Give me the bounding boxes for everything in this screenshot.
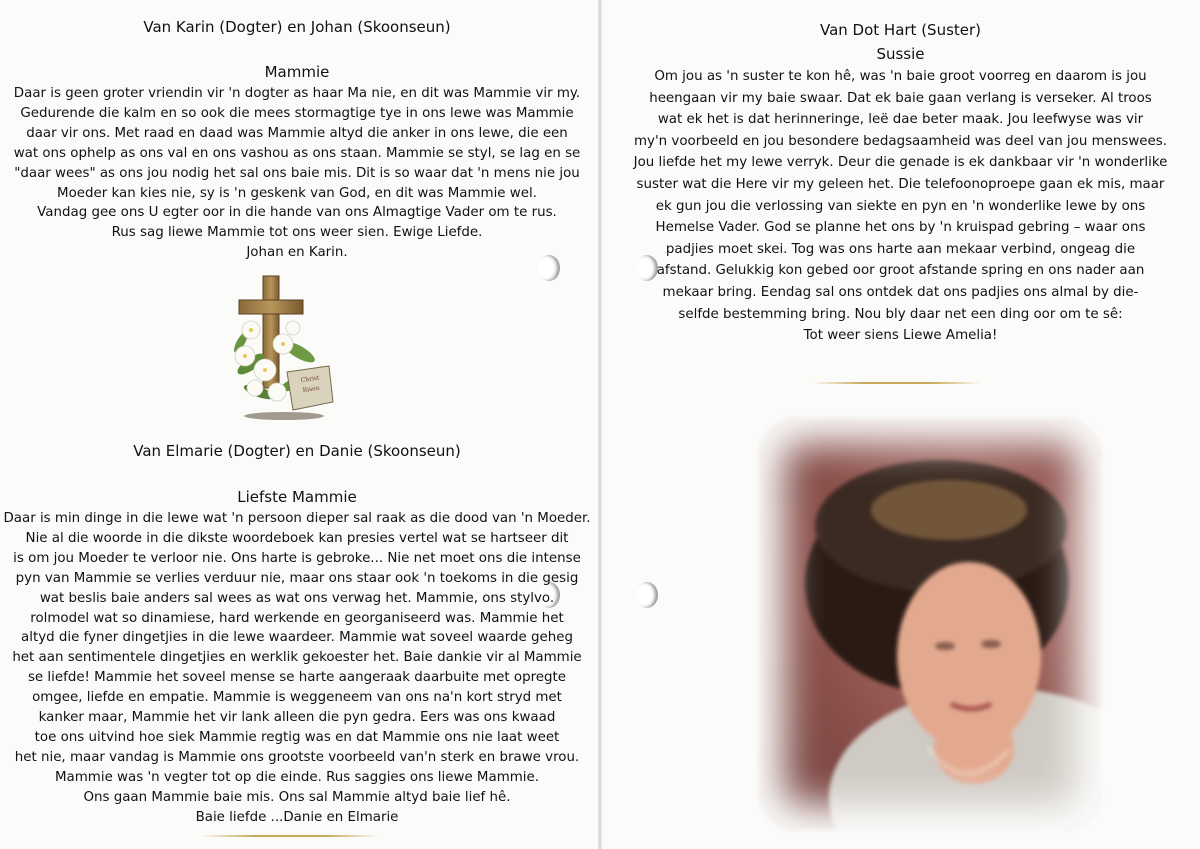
- tribute-1-line: "daar wees" as ons jou nodig het sal ons baie mis. Dit is so waar dat 'n mens nie jou: [14, 165, 580, 181]
- tribute-1-title: Mammie: [264, 63, 330, 81]
- punch-hole-right-bottom: [636, 582, 658, 608]
- tribute-3-line: afstand. Gelukkig kon gebed oor groot afstande spring en ons nader aan: [656, 263, 1145, 279]
- tribute-2-line: Mammie was 'n vegter tot op die einde. Rus saggies ons liewe Mammie.: [55, 769, 539, 785]
- tribute-2-line: het nie, maar vandag is Mammie ons grootste voorbeeld van'n sterk en brawe vrou.: [14, 749, 580, 765]
- tribute-2-line: is om jou Moeder te verloor nie. Ons harte is gebroke... Nie net moet ons die intense: [13, 550, 581, 566]
- tribute-2-line: altyd die fyner dingetjies in die lewe waardeer. Mammie wat soveel waarde geheg: [21, 630, 573, 646]
- tribute-2-line: het aan sentimentele dingetjies en werklik gekoester het. Baie dankie vir al Mammie: [12, 650, 582, 666]
- tribute-3-line: padjies moet skei. Tog was ons harte aan mekaar verbind, ongeag die: [665, 241, 1136, 257]
- tribute-1-line: wat ons ophelp as ons val en ons vashou as ons staan. Mammie se styl, se lag en se: [13, 145, 581, 161]
- svg-text:Risen: Risen: [302, 384, 321, 394]
- svg-text:Christ: Christ: [300, 374, 320, 384]
- tribute-2-line: Baie liefde ...Danie en Elmarie: [195, 809, 399, 825]
- tribute-3-line: Jou liefde het my lewe verryk. Deur die genade is ek dankbaar vir 'n wonderlike: [633, 155, 1168, 171]
- tribute-2-line: toe ons uitvind hoe siek Mammie regtig was en dat Mammie ons nie laat weet: [34, 729, 560, 745]
- tribute-3-line: Tot weer siens Liewe Amelia!: [803, 328, 998, 344]
- tribute-2-from: Van Elmarie (Dogter) en Danie (Skoonseun): [133, 442, 461, 460]
- tribute-1-body: [0, 84, 594, 263]
- tribute-2-line: kanker maar, Mammie het vir lank alleen die pyn gedra. Eers was ons kwaad: [38, 710, 556, 726]
- tribute-2-line: pyn van Mammie se verlies verduur nie, maar ons staar ook 'n toekoms in die gesig: [15, 570, 579, 586]
- tribute-3-line: selfde bestemming bring. Nou bly daar net een ding oor om te sê:: [678, 306, 1123, 322]
- tribute-1-line: Johan en Karin.: [246, 245, 348, 261]
- tribute-2-line: Daar is min dinge in die lewe wat 'n persoon dieper sal raak as die dood van 'n Moeder.: [3, 511, 591, 526]
- tribute-3-line: mekaar bring. Eendag sal ons ontdek dat ons padjies ons almal by die-: [662, 284, 1139, 300]
- tribute-3-line: my'n voorbeeld en jou besondere bedagsaamheid was deel van jou menswees.: [634, 133, 1167, 149]
- portrait-photo: [759, 418, 1101, 830]
- tribute-1-from: Van Karin (Dogter) en Johan (Skoonseun): [143, 18, 451, 36]
- tribute-2-line: Ons gaan Mammie baie mis. Ons sal Mammie altyd baie lief hê.: [83, 789, 511, 805]
- tribute-1-line: Rus sag liewe Mammie tot ons weer sien. Ewige Liefde.: [111, 225, 483, 241]
- tribute-2-line: se liefde! Mammie het soveel mense se harte aangeraak daarbuite met opregte: [27, 670, 567, 686]
- tribute-3-from: Van Dot Hart (Suster): [819, 21, 982, 39]
- tribute-3-line: wat ek het is dat herinneringe, leë dae beter maak. Jou leefwyse was vir: [657, 112, 1144, 128]
- divider-right: [812, 382, 982, 384]
- tribute-1-line: Moeder kan kies nie, sy is 'n geskenk van God, en dit was Mammie wel.: [57, 185, 537, 201]
- tribute-3-line: Om jou as 'n suster te kon hê, was 'n baie groot voorreg en daarom is jou: [654, 69, 1147, 84]
- tribute-3-line: ek gun jou die verlossing van siekte en pyn en 'n wonderlike lewe by ons: [655, 198, 1146, 214]
- tribute-2-line: omgee, liefde en empatie. Mammie is weggeneem van ons na'n kort stryd met: [32, 690, 562, 706]
- cross-with-lilies-image: [229, 272, 349, 422]
- tribute-3-line: heengaan vir my baie swaar. Dat ek baie gaan verlang is verseker. Al troos: [649, 90, 1152, 106]
- tribute-2-line: Nie al die woorde in die dikste woordeboek kan presies vertel wat se hartseer dit: [25, 530, 569, 546]
- tribute-1-line: Vandag gee ons U egter oor in die hande van ons Almagtige Vader om te rus.: [37, 205, 557, 221]
- tribute-2-title: Liefste Mammie: [237, 488, 357, 506]
- tribute-3-body: [601, 66, 1200, 347]
- book-icon: [287, 366, 333, 410]
- tribute-1-line: Gedurende die kalm en so ook die mees stormagtige tye in ons lewe was Mammie: [20, 105, 574, 121]
- tribute-3-line: suster wat die Here vir my geleen het. Die telefoonoproepe gaan ek mis, maar: [636, 176, 1165, 192]
- tribute-2-line: wat beslis baie anders sal wees as wat ons verwag het. Mammie, ons stylvo.: [39, 590, 555, 606]
- divider-left-bottom: [200, 835, 380, 837]
- tribute-1-line: Daar is geen groter vriendin vir 'n dogter as haar Ma nie, en dit was Mammie vir my.: [13, 86, 581, 101]
- tribute-2-body: [0, 509, 594, 828]
- tribute-3-line: Hemelse Vader. God se planne het ons by 'n kruispad gebring – waar ons: [655, 220, 1146, 236]
- tribute-3-title: Sussie: [876, 45, 925, 63]
- tribute-2-line: rolmodel wat so dinamiese, hard werkende en georganiseerd was. Mammie het: [30, 610, 564, 626]
- tribute-1-line: daar vir ons. Met raad en daad was Mammie altyd die anker in ons lewe, die een: [26, 125, 568, 141]
